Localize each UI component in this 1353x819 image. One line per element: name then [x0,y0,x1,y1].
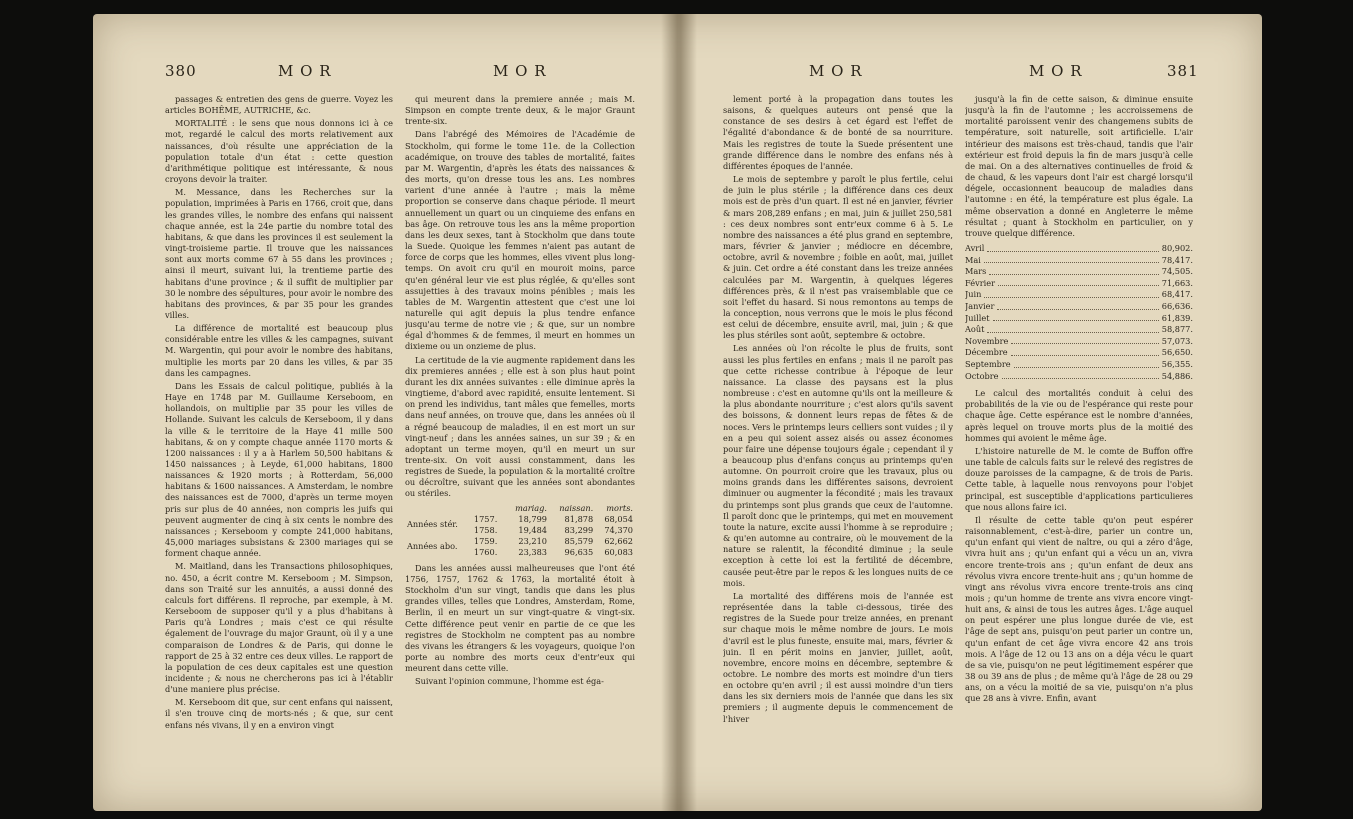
table-cell: 96,635 [564,546,594,557]
book-spread [93,14,1262,811]
table-cell: 81,878 [564,513,594,524]
paragraph: Le calcul des mortalités conduit à celui des probabilités de la vie ou de l'espérance qui reste pour chaque âge. Cette espérance est le nombre d'années, après lequel on trouve morts plus de la moitié des hommes qui avoient le même âge. [965,388,1193,443]
list-item: Novembre 57,073. [965,335,1193,346]
paragraph: Dans l'abrégé des Mémoires de l'Académie de Stockholm, qui forme le tome 11e. de la Collection académique, on trouve des tables de mortalité, faites par M. Wargentin, d'après les états des naissances & des morts, qu'on dresse tous les ans. Les nombres varient d'une année à l'autre ; mais la même proportion se conserve dans chaque période. Il meurt annuellement un quart ou un cinquieme des enfans en bas âge. On retrouve tous les ans la même proportion dans les deux sexes, tant à Stockholm que dans toute la Suede. Quoique les femmes n'aient pas autant de force de corps que les hommes, elles vivent plus long-temps. On avoit cru qu'il en mouroit moins, parce qu'en général leur vie est plus réglée, & qu'elles sont assujetties à des travaux moins pénibles ; mais les tables de M. Wargentin attestent que c'est une loi naturelle qui agit depuis la plus tendre enfance jusqu'au terme de notre vie ; & que, sur un nombre égal d'hommes & de femmes, il meurt en hommes un dixieme ou un onzieme de plus. [405,129,635,352]
page-number-left: 380 [165,62,197,80]
running-head-right-2: M O R [1029,62,1083,80]
right-column-2 [965,94,1193,799]
table-cell: 74,370 [604,524,633,535]
table-cell: 1758. [473,524,498,535]
list-item: Décembre 56,650. [965,347,1193,358]
table-header: mariag. [515,502,548,513]
table-cell: 1760. [473,546,498,557]
paragraph: Dans les années aussi malheureuses que l'ont été 1756, 1757, 1762 & 1763, la mortalité étoit à Stockholm d'un sur vingt, tandis que dans les plus grandes villes, telles que Londres, Amsterdam, Rome, Berlin, il en meurt un sur vingt-quatre & vingt-six. Cette différence peut venir en partie de ce que les registres de Stockholm ne comptent pas au nombre des vivans les étrangers & les voyageurs, quoique l'on porte au nombre des morts ceux d'entr'eux qui meurent dans cette ville. [405,562,635,674]
table-cell: 60,083 [604,546,633,557]
list-item: Février 71,663. [965,277,1193,288]
paragraph: La certitude de la vie augmente rapidement dans les dix premieres années ; elle est à son plus haut point durant les dix années suivantes : elle diminue après la vingtieme, d'abord avec rapidité, ensuite lentement. Si on prend les individus, tant mâles que femelles, morts dans neuf années, on trouve que, dans les années où il a régné beaucoup de maladies, il en est mort un sur vingt-neuf ; dans les années saines, un sur 39 ; & en adoptant un terme moyen, qu'il en meurt un sur trente-six. On voit aussi constamment, dans les registres de Suede, la population & la mortalité croître ou décroître, suivant que les années sont abondantes ou stériles. [405,354,635,499]
running-head-left-2: M O R [493,62,547,80]
paragraph: M. Maitland, dans les Transactions philosophiques, no. 450, a écrit contre M. Kerseboom ; M. Simpson, dans son Traité sur les annuités, a aussi donné des calculs fort différens. Il reproche, par exemple, à M. Kerseboom de supposer qu'il y a plus d'habitans à Paris qu'à Londres ; mais c'est ce qui résulte également de l'ouvrage du major Graunt, où il y a une comparaison de Londres & de Paris, qui donne le rapport de 25 à 32 entre ces deux villes. Le rapport de la population de ces deux capitales est une question incidente ; & nous ne chercherons pas ici à l'établir d'une maniere plus précise. [165,561,393,695]
paragraph: MORTALITÉ : le sens que nous donnons ici à ce mot, regardé le calcul des morts relativement aux naissances, d'où résulte une appréciation de la population totale d'un état : cette question d'arithmétique politique est intéressante, & nous croyons devoir la traiter. [165,118,393,185]
paragraph: Il résulte de cette table qu'on peut espérer raisonnablement, c'est-à-dire, parier un contre un, qu'un enfant qui vient de naître, ou qui a zéro d'âge, vivra huit ans ; qu'un enfant qui a vécu un an, vivra encore trente-trois ans ; qu'un enfant de deux ans révolus vivra encore trente-huit ans ; qu'un homme de vingt ans révolus vivra encore trente-trois ans cinq mois ; qu'un homme de trente ans vivra encore vingt-huit ans, & ainsi de tous les autres âges. L'âge auquel on peut espérer une plus longue durée de vie, est l'âge de sept ans, puisqu'on peut parier un contre un, qu'un enfant de cet âge vivra encore 42 ans trois mois. A l'âge de 12 ou 13 ans on a déja vécu le quart de sa vie, puisqu'on ne peut légitimement espérer que 38 ou 39 ans de plus ; de même qu'à l'âge de 28 ou 29 ans, on a vécu la moitié de sa vie, puisqu'on n'a plus que 28 ans à vivre. Enfin, avant [965,514,1193,704]
list-item: Mai 78,417. [965,254,1193,265]
row-group-label: Années stér. [407,519,458,530]
left-column-1 [165,94,393,799]
paragraph: jusqu'à la fin de cette saison, & diminue ensuite jusqu'à la fin de l'automne ; les accroissemens de mortalité paroissent venir des changemens subits de température, soit naturelle, soit artificielle. L'air intérieur des maisons est très-chaud, tandis que l'air extérieur est froid depuis la fin de mars jusqu'à celle de mai. On a des alternatives continuelles de froid & de chaud, & les vapeurs dont l'air est chargé lorsqu'il dégele, occasionnent beaucoup de maladies dans l'automne : en été, la température est plus égale. La même observation a donné en Angleterre le même résultat ; quant à Stockholm en particulier, on y trouve quelque différence. [965,94,1193,238]
list-item: Mars 74,505. [965,266,1193,277]
table-header: morts. [606,502,633,513]
list-item: Août 58,877. [965,324,1193,335]
list-item: Juin 68,417. [965,289,1193,300]
running-head-left-1: M O R [278,62,332,80]
table-header: naissan. [559,502,594,513]
paragraph: M. Kerseboom dit que, sur cent enfans qui naissent, il s'en trouve cinq de morts-nés ; & que, sur cent enfans nés vivans, il y en a environ vingt [165,697,393,730]
page-number-right: 381 [1167,62,1199,80]
paragraph: La différence de mortalité est beaucoup plus considérable entre les villes & les campagnes, suivant M. Wargentin, qui pour avoir le nombre des habitans, multiplie les morts par 20 dans les villes, & par 35 dans les campagnes. [165,323,393,378]
paragraph: La mortalité des différens mois de l'année est représentée dans la table ci-dessous, tirée des registres de la Suede pour treize années, en prenant sur chaque mois le même nombre de jours. Le mois d'avril est le plus funeste, ensuite mai, mars, février & juin. Il en périt moins en janvier, juillet, août, novembre, encore moins en décembre, septembre & octobre. Le nombre des morts est moindre d'un tiers en octobre qu'en avril ; il est aussi moindre d'un tiers dans les six derniers mois de l'année que dans les six premiers ; il augmente depuis le commencement de l'hiver [723,590,953,724]
table-cell: 83,299 [564,524,594,535]
paragraph: qui meurent dans la premiere année ; mais M. Simpson en compte trente deux, & le major Graunt trente-six. [405,94,635,127]
monthly-mortality-list [965,243,1193,382]
list-item: Avril 80,902. [965,243,1193,254]
left-column-2 [405,94,635,799]
paragraph: Suivant l'opinion commune, l'homme est éga- [415,676,604,687]
paragraph: lement porté à la propagation dans toutes les saisons, & quelques auteurs ont pensé que la constance de ses desirs à cet égard est l'effet de l'égalité d'abondance & de bonté de sa nourriture. Mais les registres de toute la Suede présentent une grande différence dans le nombre des enfans nés à différentes époques de l'année. [723,94,953,171]
table-cell: 85,579 [564,535,594,546]
table-row [405,514,635,525]
left-page [93,14,679,811]
table-cell: 19,484 [518,524,548,535]
paragraph: Le mois de septembre y paroît le plus fertile, celui de juin le plus stérile ; la différence dans ces deux mois est de près d'un quart. Il est né en janvier, février & mars 208,289 enfans ; en mai, juin & juillet 250,581 : ces deux nombres sont entr'eux comme 6 à 5. Le nombre des naissances a été plus grand en septembre, mars, février & janvier ; médiocre en décembre, octobre, avril & novembre ; foible en août, mai, juillet & juin. Cet ordre a été constant dans les treize années calculées par M. Wargentin, à quelques légeres différences près, & il n'est pas vraisemblable que ce soit l'effet du hasard. Si nous remontons au temps de la conception, nous verrons que le mois le plus fécond est celui de décembre, ensuite avril, mai, juin ; & que les plus stériles sont août, septembre & octobre. [723,174,953,341]
paragraph: Dans les Essais de calcul politique, publiés à la Haye en 1748 par M. Guillaume Kerseboom, en hollandois, on multiplie par 35 pour les villes de Hollande. Suivant les calculs de Kerseboom, il y dans la ville & le territoire de la Haye 41 mille 500 habitans, & on y compte chaque année 1170 morts & 1200 naissances : il y a à Harlem 50,500 habitans & 1450 naissances ; à Leyde, 61,000 habitans, 1800 naissances & 1920 morts ; à Rotterdam, 56,000 habitans & 1600 naissances. A Amsterdam, le nombre des naissances est de 7000, d'après un terme moyen pris sur plus de 40 années, non compris les juifs qui peuvent augmenter de cinq à six cents le nombre des naissances ; Kerseboom y compte 241,000 habitans, 45,000 mariages subsistans & 2300 mariages qui se forment chaque année. [165,380,393,559]
table-cell: 18,799 [518,513,548,524]
running-head-right-1: M O R [809,62,863,80]
list-item: Septembre 56,355. [965,358,1193,369]
list-item: Juillet 61,839. [965,312,1193,323]
right-column-1 [723,94,953,799]
table-cell: 23,383 [518,546,548,557]
row-group-label: Années abo. [407,541,458,552]
list-item: Octobre 54,886. [965,370,1193,381]
paragraph: passages & entretien des gens de guerre. Voyez les articles BOHÊME, AUTRICHE, &c. [165,94,393,116]
table-row [405,536,635,547]
paragraph: M. Messance, dans les Recherches sur la population, imprimées à Paris en 1766, croit que, dans les grandes villes, le nombre des enfans qui naissent chaque année, est la 24e partie du nombre total des habitans, & que dans les provinces il est seulement la vingt-troisieme partie. Il trouve que les naissances sont aux morts comme 67 à 55 dans les provinces ; ainsi il meurt, suivant lui, la trentieme partie des habitans d'une province ; & il suffit de multiplier par 30 le nombre des sépultures, pour avoir le nombre des habitans des provinces, & par 35 pour les grandes villes. [165,187,393,320]
table-cell: 23,210 [518,535,548,546]
table-cell: 68,054 [604,513,633,524]
table-cell: 1757. [473,513,498,524]
table-cell: 1759. [473,535,498,546]
paragraph: Les années où l'on récolte le plus de fruits, sont aussi les plus fertiles en enfans ; mais il ne paroît pas que cette richesse contribue à l'époque de leur naissance. La classe des paysans est la plus nombreuse : c'est en automne qu'ils ont la meilleure & la plus abondante nourriture ; c'est alors qu'ils savent des boissons, & donnent leurs repas de fêtes & de noces. Vers le printemps leurs celliers sont vuides ; il y en a peu qui soient assez aisés ou assez économes pour faire une dépense toujours égale ; cependant il y a beaucoup plus d'enfans conçus au printemps qu'en automne. On pourroit croire que les travaux, plus ou moins grands dans les différentes saisons, devroient diminuer ou augmenter la fécondité ; mais les travaux du printemps sont plus grands que ceux de l'automne. Il paroît donc que le printemps, qui met en mouvement toute la nature, excite aussi l'homme à se reproduire ; & qu'en automne au contraire, où le mouvement de la nature se ralentit, la fécondité diminue ; la seule exception à cette loi est la fertilité de décembre, causée peut-être par le repos & les longues nuits de ce mois. [723,343,953,588]
marriages-births-deaths-table [405,503,635,558]
table-cell: 62,662 [604,535,633,546]
paragraph: L'histoire naturelle de M. le comte de Buffon offre une table de calculs faits sur le relevé des registres de douze paroisses de la campagne, & de trois de Paris. Cette table, à laquelle nous renvoyons pour l'objet principal, est susceptible d'applications particulieres que nous allons faire ici. [965,445,1193,512]
list-item: Janvier 66,636. [965,301,1193,311]
right-page [679,14,1262,811]
